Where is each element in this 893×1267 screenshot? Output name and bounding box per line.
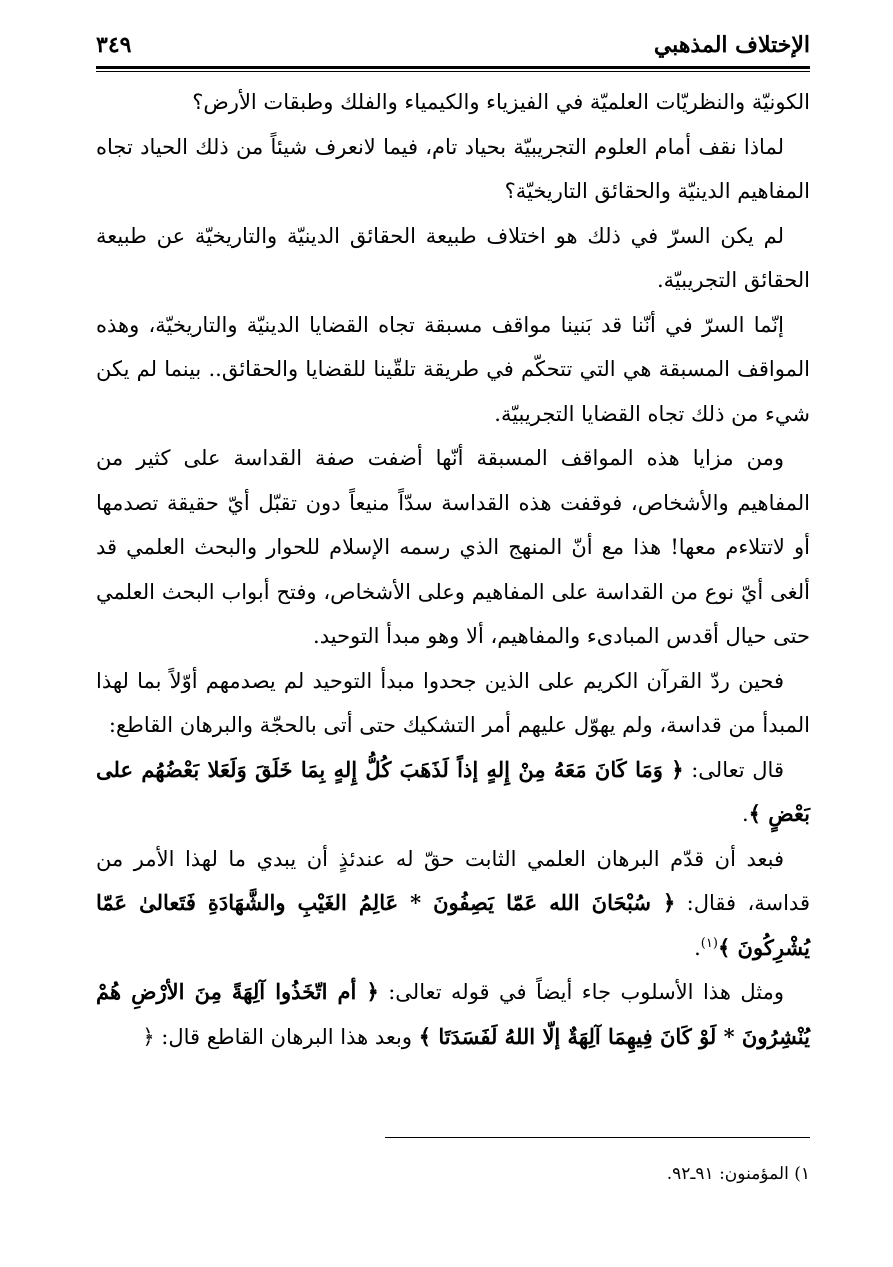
body-text [96,80,810,1059]
footnote-1: ١) المؤمنون: ٩١ـ٩٢. [666,1164,810,1184]
paragraph-9-text: ومثل هذا الأسلوب جاء أيضاً في قوله تعالى: [378,980,784,1004]
quran-verse-3: ﴿ أم اتّخَذُوا آلِهَةً مِنَ الأرْضِ هُمْ يُنْشِرُونَ * لَوْ كَانَ فِيهِمَا آلِهَةٌ إلّا اللهُ لَفَسَدَتَا ﴾ [96,979,810,1049]
footnote-marker[interactable]: (١) [700,935,718,951]
paragraph-9-tail: وبعد هذا البرهان القاطع قال: ﴿ [142,1024,419,1049]
paragraph-3 [96,214,810,303]
paragraph-1 [96,80,810,125]
running-title: الإختلاف المذهبي [653,32,810,58]
paragraph-4 [96,303,810,437]
paragraph-7-tail: . [741,802,749,826]
paragraph-6 [96,659,810,748]
paragraph-9 [96,970,810,1059]
paragraph-5 [96,436,810,659]
paragraph-2-text: لماذا نقف أمام العلوم التجريبيّة بحياد تام، فيما لانعرف شيئاً من ذلك الحياد تجاه المفاهيم الدينيّة والحقائق التاريخيّة؟ [96,134,810,203]
paragraph-3-text: لم يكن السرّ في ذلك هو اختلاف طبيعة الحقائق الدينيّة والتاريخيّة عن طبيعة الحقائق التجريبيّة. [96,223,810,292]
paragraph-5-text: ومن مزايا هذه المواقف المسبقة أنّها أضفت صفة القداسة على كثير من المفاهيم والأشخاص، فوقفت هذه القداسة سدّاً منيعاً دون تقبّل أيّ حقيقة تصدمها أو لاتتلاءم معها! هذا مع أنّ المنهج الذي رسمه الإسلام للحوار والبحث العلمي قد ألغى أيّ نوع من القداسة على المفاهيم وعلى الأشخاص، وفتح أبواب البحث العلمي حتى حيال أقدس المبادىء والمفاهيم، ألا وهو مبدأ التوحيد. [96,446,810,648]
paragraph-8 [96,837,810,971]
paragraph-2 [96,125,810,214]
page-number: ٣٤٩ [96,32,132,58]
paragraph-7 [96,748,810,837]
header-rule-thin [96,71,810,72]
quran-verse-1: ﴿ وَمَا كَانَ مَعَهُ مِنْ إِلهٍ إذاً لَذَهَبَ كُلُّ إِلهٍ بِمَا خَلَقَ وَلَعَلا بَعْضُهُم على بَعْضٍ ﴾ [96,756,810,826]
paragraph-7-lead: قال تعالى: [683,757,784,782]
paragraph-6-text: فحين ردّ القرآن الكريم على الذين جحدوا مبدأ التوحيد لم يصدمهم أوّلاً بما لهذا المبدأ من قداسة، ولم يهوّل عليهم أمر التشكيك حتى أتى بالحجّة والبرهان القاطع: [96,668,810,737]
footnote-rule [385,1137,810,1138]
paragraph-1-text: الكونيّة والنظريّات العلميّة في الفيزياء والكيمياء والفلك وطبقات الأرض؟ [192,90,810,114]
quran-verse-2: ﴿ سُبْحَانَ الله عَمّا يَصِفُونَ * عَالِمُ الغَيْبِ والشَّهَادَةِ فَتَعالىٰ عَمّا يُشْرِكُونَ ﴾ [96,890,810,960]
page-header [96,30,810,64]
paragraph-8-tail: . [694,935,701,960]
paragraph-8-text: فبعد أن قدّم البرهان العلمي الثابت حقّ له عندئذٍ أن يبدي ما لهذا الأمر من قداسة، فقال: [96,846,810,915]
paragraph-4-text: إنّما السرّ في أنّنا قد بَنينا مواقف مسبقة تجاه القضايا الدينيّة والتاريخيّة، وهذه المواقف المسبقة هي التي تتحكّم في طريقة تلقّينا للقضايا والحقائق.. بينما لم يكن شيء من ذلك تجاه القضايا التجريبيّة. [96,312,810,426]
header-rule-thick [96,66,810,69]
